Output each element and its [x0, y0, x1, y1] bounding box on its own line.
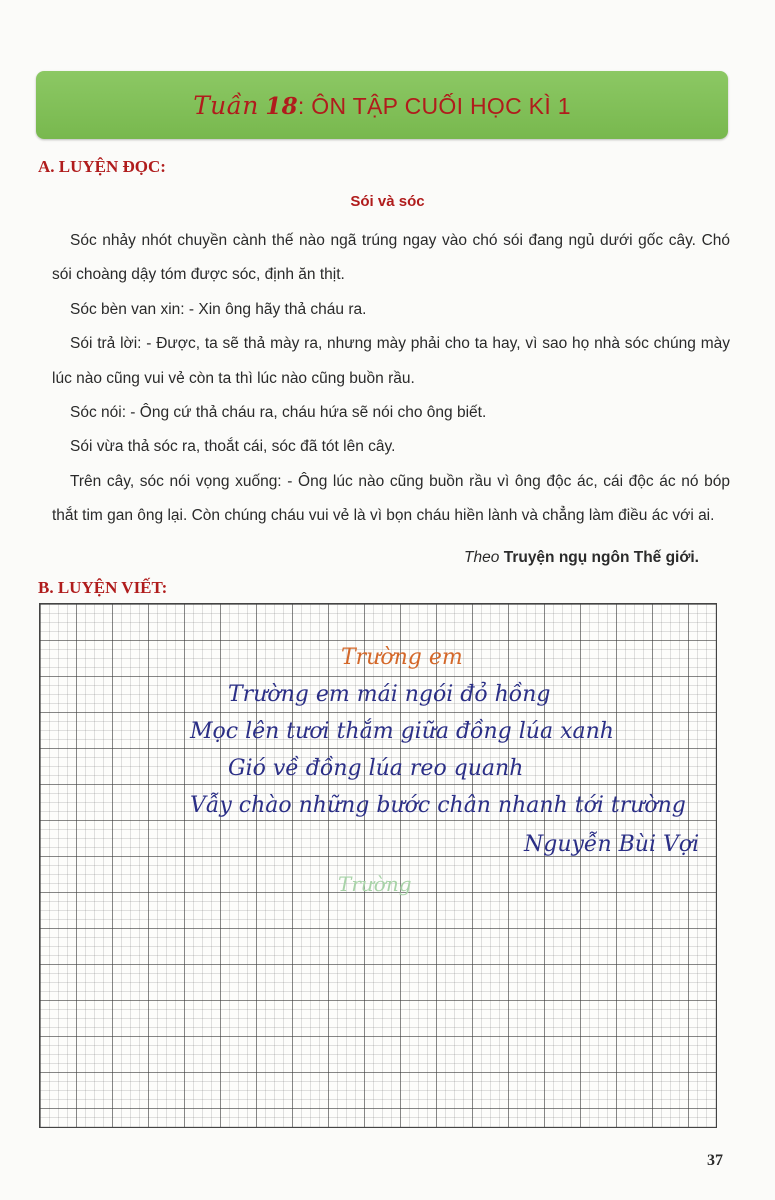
- story-paragraph: Sóc nói: - Ông cứ thả cháu ra, cháu hứa sẽ nói cho ông biết.: [70, 404, 487, 422]
- story-paragraph: Sói vừa thả sóc ra, thoắt cái, sóc đã tót lên cây.: [70, 438, 396, 456]
- story-paragraph: Sói trả lời: - Được, ta sẽ thả mày ra, nhưng mày phải cho ta hay, vì sao họ nhà sóc chúng mày lúc nào cũng vui vẻ còn ta thì lúc nào cũng buồn rầu.: [52, 335, 730, 387]
- story-paragraph: Sóc bèn van xin: - Xin ông hãy thả cháu ra.: [70, 300, 367, 318]
- source-prefix: Theo: [464, 549, 500, 566]
- practice-word: Trường: [338, 872, 412, 896]
- poem-author: Nguyễn Bùi Vợi: [524, 832, 700, 857]
- page-number: 37: [707, 1152, 723, 1169]
- poem-line: Trường em mái ngói đỏ hồng: [228, 682, 551, 707]
- story-text: [52, 224, 730, 534]
- week-banner: [36, 71, 728, 139]
- poem-title: Trường em: [341, 645, 463, 670]
- week-word: Tuần: [193, 90, 259, 120]
- week-number: 18: [265, 92, 298, 120]
- banner-title: [193, 91, 571, 120]
- poem-line: Vẫy chào những bước chân nhanh tới trường: [190, 793, 686, 818]
- poem-line: Gió về đồng lúa reo quanh: [228, 756, 524, 781]
- story-source: [464, 549, 699, 567]
- story-paragraph: Trên cây, sóc nói vọng xuống: - Ông lúc nào cũng buồn rầu vì ông độc ác, cái độc ác nó bóp thắt tim gan ông lại. Còn chúng cháu vui vẻ là vì bọn cháu hiền lành và chẳng làm điều ác với ai.: [52, 472, 730, 525]
- poem-line: Mọc lên tươi thắm giữa đồng lúa xanh: [190, 719, 614, 744]
- story-paragraph: Sóc nhảy nhót chuyền cành thế nào ngã trúng ngay vào chó sói đang ngủ dưới gốc cây. Chó sói choàng dậy tóm được sóc, định ăn thịt.: [52, 232, 730, 284]
- reading-heading: A. LUYỆN ĐỌC:: [38, 157, 166, 176]
- source-title: Truyện ngụ ngôn Thế giới.: [503, 549, 699, 566]
- writing-grid: [39, 603, 717, 1128]
- review-title: : ÔN TẬP CUỐI HỌC KÌ 1: [297, 92, 571, 119]
- story-title: Sói và sóc: [350, 193, 425, 210]
- writing-heading: B. LUYỆN VIẾT:: [38, 578, 168, 597]
